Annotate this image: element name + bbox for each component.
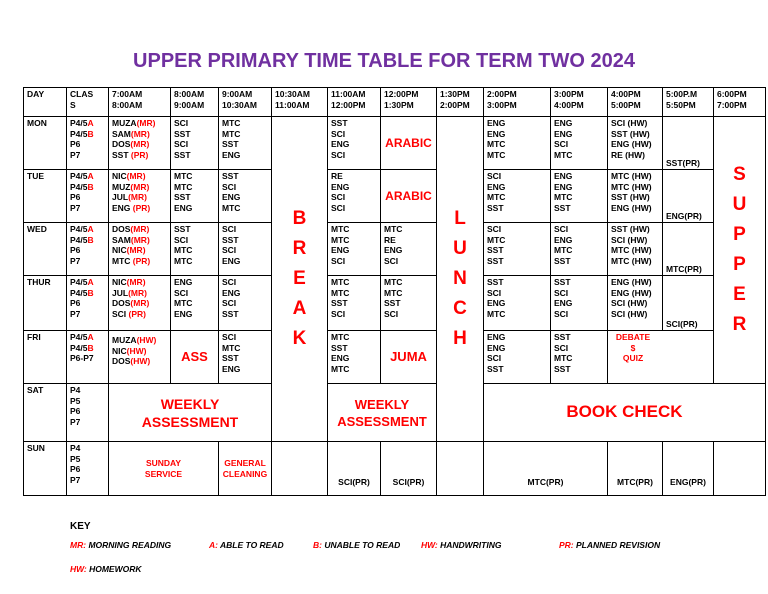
cell-list: MUZA(HW) NIC(HW) DOS(HW) (109, 331, 171, 384)
cell-list: MTC SST ENG MTC (328, 331, 381, 384)
header-time: 7:00AM 8:00AM (109, 88, 171, 117)
weekly-assessment-cell: WEEKLY ASSESSMENT (328, 384, 437, 442)
row-thur (24, 276, 766, 331)
cell-list: MTC MTC SST ENG (171, 170, 219, 223)
row-tue (24, 170, 766, 223)
cell-list: SCI (HW) SST (HW) ENG (HW) RE (HW) (608, 117, 663, 170)
header-time: 11:00AM 12:00PM (328, 88, 381, 117)
cell-list: ENG ENG SCI MTC (551, 117, 608, 170)
header-time: 8:00AM 9:00AM (171, 88, 219, 117)
day-label: TUE (24, 170, 67, 223)
header-time: 4:00PM 5:00PM (608, 88, 663, 117)
row-sat (24, 384, 766, 442)
key-item: HW: HANDWRITING (421, 540, 502, 550)
cell-list: MTC MTC SST SCI (381, 276, 437, 331)
cell-list: SST SCI ENG MTC (484, 276, 551, 331)
book-check-cell: BOOK CHECK (484, 384, 766, 442)
class-list: P4/5A P4/5B P6 P7 (67, 117, 109, 170)
cell-list: SST SCI MTC MTC (171, 223, 219, 276)
supper-column: S U P P E R (714, 117, 766, 384)
revision-cell: ENG(PR) (663, 170, 714, 223)
timetable (23, 87, 766, 496)
header-time: 3:00PM 4:00PM (551, 88, 608, 117)
page-title: UPPER PRIMARY TIME TABLE FOR TERM TWO 2024 (133, 50, 635, 72)
row-fri (24, 331, 766, 384)
header-time: 6:00PM 7:00PM (714, 88, 766, 117)
header-time: 9:00AM 10:30AM (219, 88, 272, 117)
revision-cell: SCI(PR) (663, 276, 714, 331)
key-item: B: UNABLE TO READ (313, 540, 401, 550)
class-list: P4 P5 P6 P7 (67, 442, 109, 496)
row-mon (24, 117, 766, 170)
header-time: 12:00PM 1:30PM (381, 88, 437, 117)
debate-quiz-cell: DEBATE $ QUIZ (608, 331, 714, 384)
weekly-assessment-cell: WEEKLY ASSESSMENT (109, 384, 272, 442)
revision-cell: MTC(PR) (663, 223, 714, 276)
day-label: SAT (24, 384, 67, 442)
header-time: 1:30PM 2:00PM (437, 88, 484, 117)
cell-list: SST SCI MTC SST (551, 331, 608, 384)
empty-cell (272, 442, 328, 496)
general-cleaning-cell: GENERAL CLEANING (219, 442, 272, 496)
cell-list: ENG SCI MTC ENG (171, 276, 219, 331)
day-label: FRI (24, 331, 67, 384)
header-time: 10:30AM 11:00AM (272, 88, 328, 117)
key-item: HW: HOMEWORK (70, 564, 142, 574)
revision-cell: MTC(PR) (484, 442, 608, 496)
key-item: MR: MORNING READING (70, 540, 172, 550)
cell-list: NIC(MR) MUZ(MR) JUL(MR) ENG (PR) (109, 170, 171, 223)
class-list: P4/5A P4/5B P6 P7 (67, 170, 109, 223)
revision-cell: SCI(PR) (381, 442, 437, 496)
cell-list: SCI MTC SST ENG (219, 331, 272, 384)
class-list: P4/5A P4/5B P6-P7 (67, 331, 109, 384)
cell-list: ENG (HW) ENG (HW) SCI (HW) SCI (HW) (608, 276, 663, 331)
cell-list: MTC (HW) MTC (HW) SST (HW) ENG (HW) (608, 170, 663, 223)
cell-list: SCI ENG MTC SST (484, 170, 551, 223)
cell-list: NIC(MR) JUL(MR) DOS(MR) SCI (PR) (109, 276, 171, 331)
lunch-column: L U N C H (437, 117, 484, 442)
cell-list: SST (HW) SCI (HW) MTC (HW) MTC (HW) (608, 223, 663, 276)
cell-list: MTC MTC SST SCI (328, 276, 381, 331)
revision-cell: MTC(PR) (608, 442, 663, 496)
cell-list: DOS(MR) SAM(MR) NIC(MR) MTC (PR) (109, 223, 171, 276)
juma-cell: JUMA (381, 331, 437, 384)
arabic-cell: ARABIC (381, 117, 437, 170)
key-title: KEY (70, 521, 91, 532)
day-label: THUR (24, 276, 67, 331)
cell-list: SCI ENG SCI SST (219, 276, 272, 331)
assessment-cell: ASS (171, 331, 219, 384)
cell-list: SCI SST SCI ENG (219, 223, 272, 276)
revision-cell: SST(PR) (663, 117, 714, 170)
class-list: P4 P5 P6 P7 (67, 384, 109, 442)
revision-cell: SCI(PR) (328, 442, 381, 496)
key-item: PR: PLANNED REVISION (559, 540, 661, 550)
cell-list: ENG ENG SCI SST (484, 331, 551, 384)
key-item: A: ABLE TO READ (209, 540, 284, 550)
cell-list: SCI MTC SST SST (484, 223, 551, 276)
class-list: P4/5A P4/5B P6 P7 (67, 223, 109, 276)
cell-list: ENG ENG MTC SST (551, 170, 608, 223)
break-column: B R E A K (272, 117, 328, 442)
class-list: P4/5A P4/5B P6 P7 (67, 276, 109, 331)
cell-list: ENG ENG MTC MTC (484, 117, 551, 170)
empty-cell (714, 442, 766, 496)
cell-list: SCI SST SCI SST (171, 117, 219, 170)
cell-list: MUZA(MR) SAM(MR) DOS(MR) SST (PR) (109, 117, 171, 170)
empty-cell (437, 442, 484, 496)
arabic-cell: ARABIC (381, 170, 437, 223)
cell-list: MTC MTC SST ENG (219, 117, 272, 170)
day-label: MON (24, 117, 67, 170)
header-time: 5:00P.M 5:50PM (663, 88, 714, 117)
cell-list: SCI ENG MTC SST (551, 223, 608, 276)
day-label: WED (24, 223, 67, 276)
sunday-service-cell: SUNDAY SERVICE (109, 442, 219, 496)
row-wed (24, 223, 766, 276)
cell-list: SST SCI ENG SCI (551, 276, 608, 331)
cell-list: SST SCI ENG SCI (328, 117, 381, 170)
cell-list: SST SCI ENG MTC (219, 170, 272, 223)
revision-cell: ENG(PR) (663, 442, 714, 496)
row-sun (24, 442, 766, 496)
cell-list: RE ENG SCI SCI (328, 170, 381, 223)
header-time: 2:00PM 3:00PM (484, 88, 551, 117)
header-class: CLAS S (67, 88, 109, 117)
day-label: SUN (24, 442, 67, 496)
header-day: DAY (24, 88, 67, 117)
cell-list: MTC RE ENG SCI (381, 223, 437, 276)
header-row (24, 88, 766, 117)
cell-list: MTC MTC ENG SCI (328, 223, 381, 276)
